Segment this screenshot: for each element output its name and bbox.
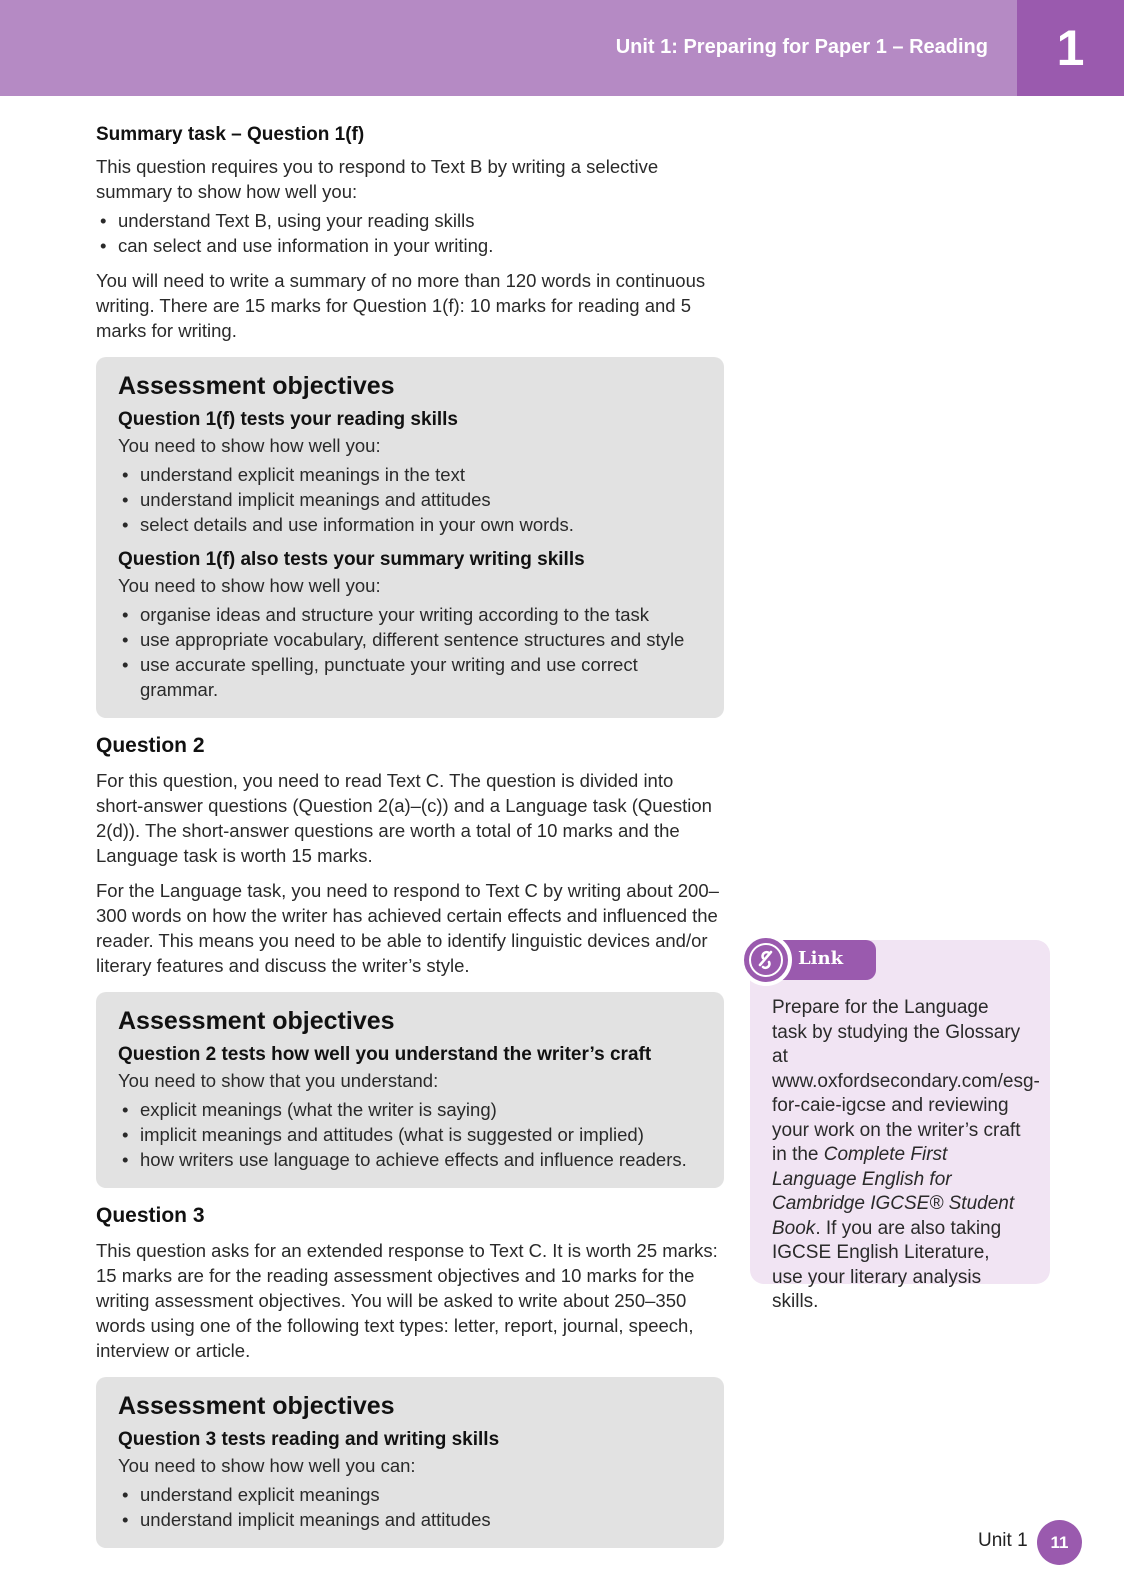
footer-unit-label: Unit 1: [978, 1530, 1028, 1551]
ao-bullet-list: [118, 602, 702, 702]
link-label: Link: [798, 948, 844, 969]
ao-bullet-list: [118, 1482, 702, 1532]
list-item: • understand implicit meanings and attitudes: [118, 1507, 702, 1532]
summary-paragraph: You will need to write a summary of no more than 120 words in continuous writing. There are 15 marks for Question 1(f): 10 marks for reading and 5 marks for writing.: [96, 270, 706, 341]
link-text: [772, 996, 1040, 1315]
ao-subheading: Question 1(f) also tests your summary writing skills: [118, 549, 585, 570]
ao-subheading: Question 1(f) tests your reading skills: [118, 409, 458, 430]
question-2-paragraph-1: For this question, you need to read Text C. The question is divided into short-answer questions (Question 2(a)–(c)) and a Language task (Question 2(d)). The short-answer questions are worth a total of 10 marks and the Language task is worth 15 marks.: [96, 770, 712, 866]
list-item: • can select and use information in your writing.: [96, 233, 724, 258]
assessment-objectives-box-1: [96, 357, 724, 718]
header-title: Unit 1: Preparing for Paper 1 – Reading: [615, 36, 988, 58]
list-item: • understand implicit meanings and attitudes: [118, 487, 702, 512]
question-2-heading: Question 2: [96, 734, 205, 757]
list-item: • understand explicit meanings: [118, 1482, 702, 1507]
ao-intro: You need to show how well you:: [118, 435, 381, 456]
question-3-paragraph: This question asks for an extended response to Text C. It is worth 25 marks: 15 marks are for the reading assessment objectives and 10 marks for the writing assessment objectives. You will be asked to write about 250–350 words using one of the following text types: letter, report, journal, speech, interview or article.: [96, 1240, 718, 1361]
ao-intro: You need to show that you understand:: [118, 1070, 439, 1091]
summary-heading: Summary task – Question 1(f): [96, 124, 365, 145]
ao-title: Assessment objectives: [118, 372, 395, 400]
book-title: Complete First Language English for Cambridge IGCSE® Student Book: [772, 1144, 1015, 1239]
ao-title: Assessment objectives: [118, 1392, 395, 1420]
assessment-objectives-box-3: [96, 1377, 724, 1548]
list-item: • how writers use language to achieve effects and influence readers.: [118, 1147, 702, 1172]
summary-bullet-list: [96, 208, 724, 258]
ao-subheading: Question 3 tests reading and writing skills: [118, 1429, 500, 1450]
list-item: • implicit meanings and attitudes (what is suggested or implied): [118, 1122, 702, 1147]
ao-title: Assessment objectives: [118, 1007, 395, 1035]
unit-number-badge: 1: [1017, 0, 1124, 96]
ao-bullet-list: [118, 462, 702, 537]
page-number: 11: [1037, 1520, 1082, 1565]
list-item: • explicit meanings (what the writer is saying): [118, 1097, 702, 1122]
link-text-part: Prepare for the Language task by studying the Glossary at www.oxfordsecondary.com/esg-for-caie-igcse and reviewing your work on the writer’s craft in the: [772, 997, 1040, 1165]
list-item: • use accurate spelling, punctuate your writing and use correct grammar.: [118, 652, 702, 702]
list-item: • organise ideas and structure your writing according to the task: [118, 602, 702, 627]
link-icon: [740, 934, 792, 986]
list-item: • select details and use information in your own words.: [118, 512, 702, 537]
question-2-paragraph-2: For the Language task, you need to respond to Text C by writing about 200–300 words on how the writer has achieved certain effects and influenced the reader. This means you need to be able to identify linguistic devices and/or literary features and discuss the writer’s style.: [96, 880, 719, 976]
summary-intro: This question requires you to respond to Text B by writing a selective summary to show how well you:: [96, 156, 659, 202]
ao-intro: You need to show how well you can:: [118, 1455, 416, 1476]
list-item: • use appropriate vocabulary, different sentence structures and style: [118, 627, 702, 652]
list-item: • understand explicit meanings in the text: [118, 462, 702, 487]
main-column: [96, 122, 724, 1548]
list-item: • understand Text B, using your reading skills: [96, 208, 724, 233]
ao-bullet-list: [118, 1097, 702, 1172]
question-3-heading: Question 3: [96, 1204, 205, 1227]
link-text-part: . If you are also taking IGCSE English Literature, use your literary analysis skills.: [772, 1217, 1002, 1312]
ao-intro: You need to show how well you:: [118, 575, 381, 596]
assessment-objectives-box-2: [96, 992, 724, 1188]
ao-subheading: Question 2 tests how well you understand the writer’s craft: [118, 1044, 652, 1065]
